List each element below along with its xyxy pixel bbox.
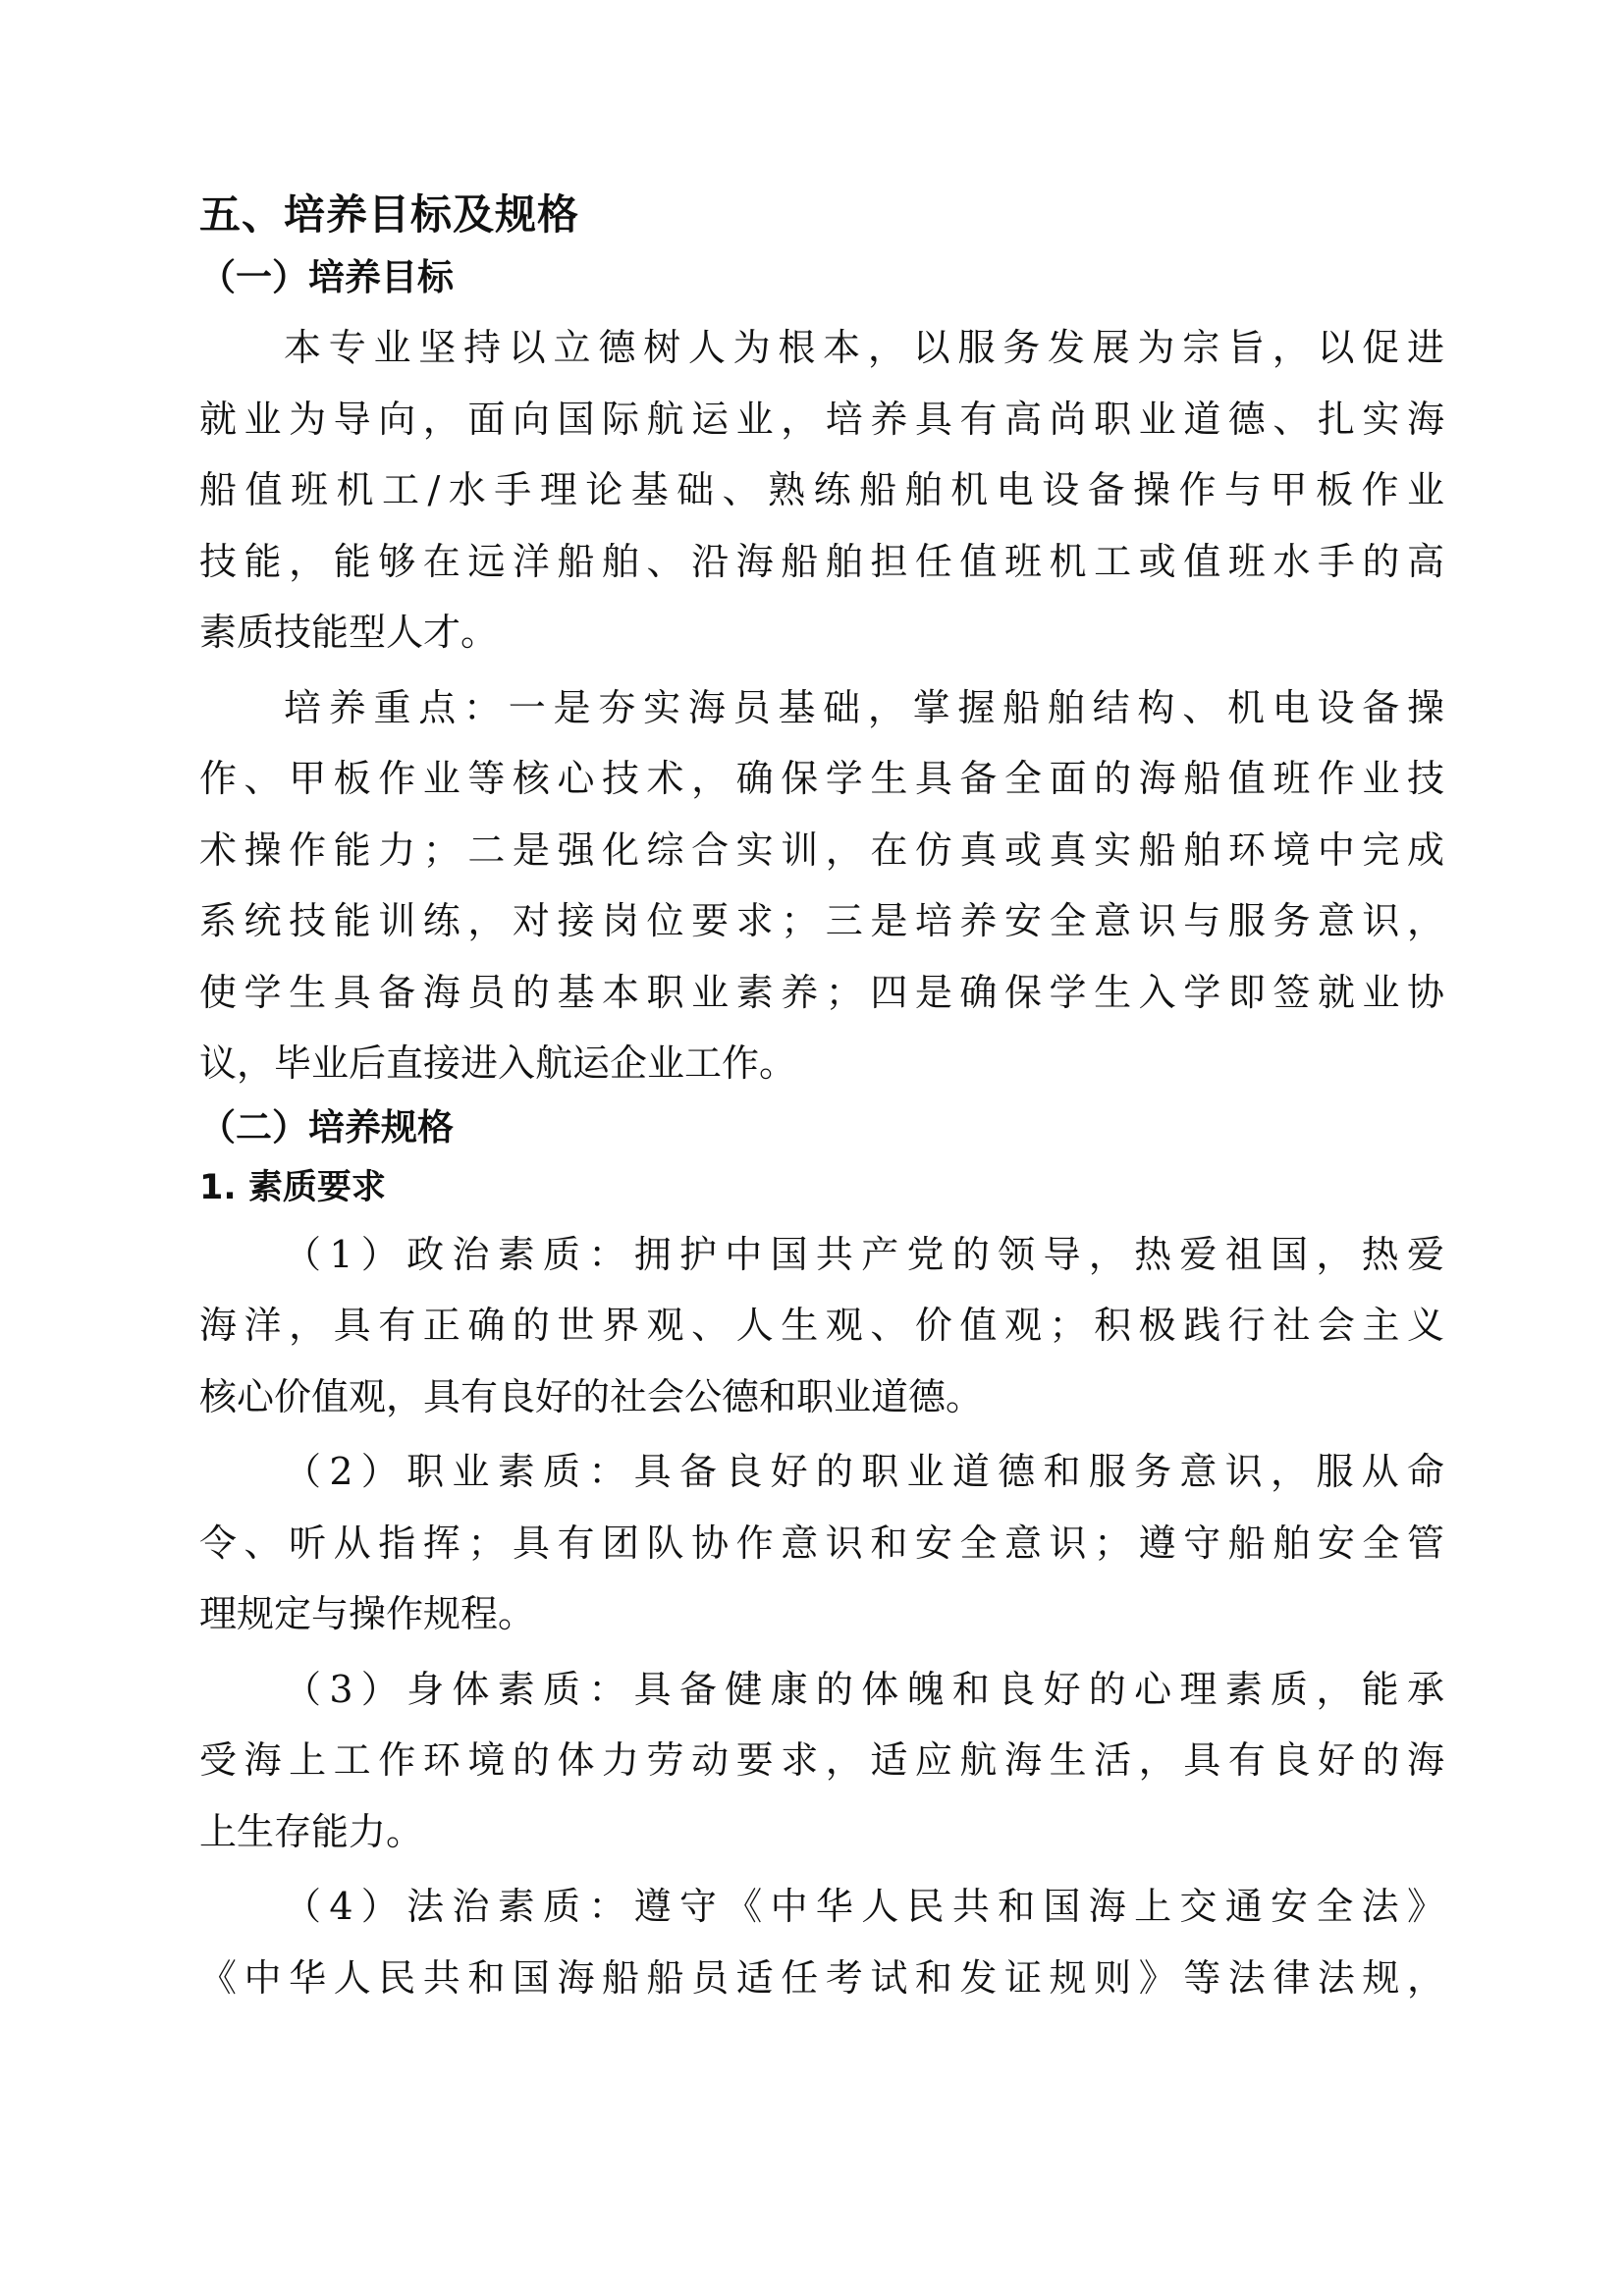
section-title-training-specification: （二）培养规格 [199, 1105, 454, 1148]
paragraph-line: 素质技能型人才。 [199, 611, 499, 654]
subsection-title-quality-requirements: 1. 素质要求 [199, 1167, 386, 1207]
paragraph-line: 就业为导向，面向国际航运业，培养具有高尚职业道德、扎实海 [199, 397, 1444, 441]
paragraph-line: 令、听从指挥；具有团队协作意识和安全意识；遵守船舶安全管 [199, 1521, 1444, 1565]
section-title-training-objective: （一）培养目标 [199, 256, 454, 298]
paragraph-line: 技能，能够在远洋船舶、沿海船舶担任值班机工或值班水手的高 [199, 539, 1444, 583]
paragraph-line: 船值班机工/水手理论基础、熟练船舶机电设备操作与甲板作业 [199, 468, 1444, 511]
paragraph-line: （3）身体素质：具备健康的体魄和良好的心理素质，能承 [284, 1667, 1444, 1711]
paragraph-line: 使学生具备海员的基本职业素养；四是确保学生入学即签就业协 [199, 970, 1444, 1014]
paragraph-line: 《中华人民共和国海船船员适任考试和发证规则》等法律法规， [199, 1955, 1444, 2000]
paragraph-line: 核心价值观，具有良好的社会公德和职业道德。 [199, 1374, 984, 1418]
paragraph-line: 培养重点：一是夯实海员基础，掌握船舶结构、机电设备操 [284, 685, 1444, 729]
paragraph-line: 系统技能训练，对接岗位要求；三是培养安全意识与服务意识， [199, 899, 1444, 942]
paragraph-line: 受海上工作环境的体力劳动要求，适应航海生活，具有良好的海 [199, 1738, 1444, 1782]
paragraph-line: （2）职业素质：具备良好的职业道德和服务意识，服从命 [284, 1450, 1444, 1493]
paragraph-line: 作、甲板作业等核心技术，确保学生具备全面的海船值班作业技 [199, 757, 1444, 800]
paragraph-line: 本专业坚持以立德树人为根本，以服务发展为宗旨，以促进 [284, 326, 1444, 369]
paragraph-line: 海洋，具有正确的世界观、人生观、价值观；积极践行社会主义 [199, 1304, 1444, 1347]
paragraph-line: （4）法治素质：遵守《中华人民共和国海上交通安全法》 [284, 1885, 1444, 1928]
paragraph-line: 术操作能力；二是强化综合实训，在仿真或真实船舶环境中完成 [199, 828, 1444, 872]
paragraph-line: （1）政治素质：拥护中国共产党的领导，热爱祖国，热爱 [284, 1232, 1444, 1276]
paragraph-training-focus [199, 672, 1444, 1099]
paragraph-line: 议，毕业后直接进入航运企业工作。 [199, 1041, 797, 1085]
paragraph-professional-quality [199, 1436, 1444, 1650]
paragraph-political-quality [199, 1219, 1444, 1433]
paragraph-physical-quality [199, 1654, 1444, 1868]
paragraph-line: 理规定与操作规程。 [199, 1592, 536, 1635]
paragraph-legal-quality [199, 1871, 1444, 2013]
paragraph-objective [199, 312, 1444, 668]
heading-main: 五、培养目标及规格 [199, 190, 580, 239]
paragraph-line: 上生存能力。 [199, 1809, 424, 1853]
page-content [199, 187, 1444, 2017]
